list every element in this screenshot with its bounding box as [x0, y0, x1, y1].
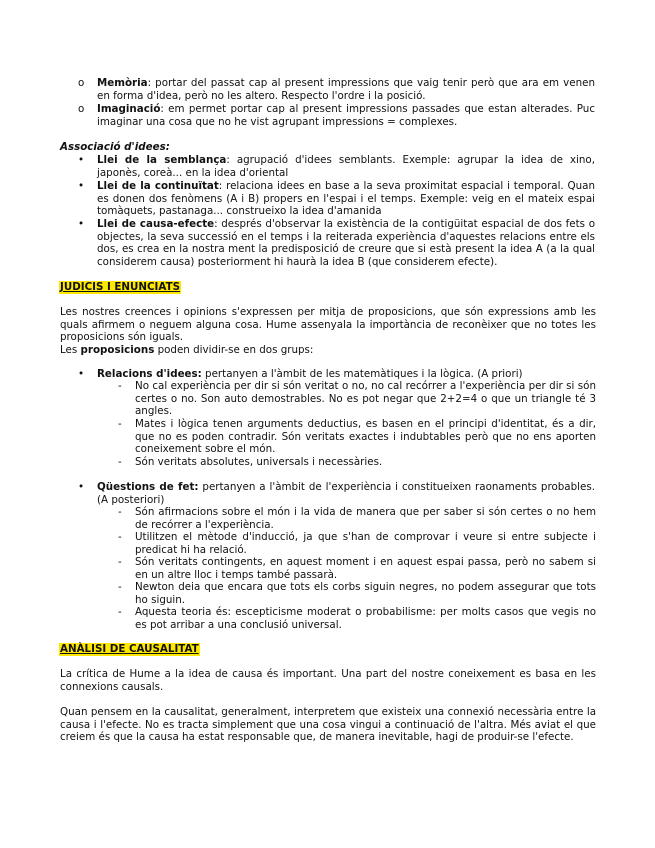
- list-item-memoria: [97, 77, 595, 102]
- term: Qüestions de fet:: [97, 481, 199, 493]
- sub-item: Aquesta teoria és: escepticisme moderat o probabilisme: per molts casos que vegis no es pot arribar a una conclusió universal.: [135, 606, 596, 631]
- definition: pertanyen a l'àmbit de l'experiència i constitueixen raonaments probables. (A posteriori): [97, 481, 595, 506]
- dash-marker: -: [118, 380, 122, 392]
- dash-marker: -: [118, 556, 122, 568]
- term: Imaginació: [97, 103, 161, 115]
- bullet-icon: •: [78, 368, 85, 380]
- bullet-icon: •: [78, 154, 85, 166]
- sub-item: Són afirmacions sobre el món i la vida de manera que per saber si són certes o no hem de recórrer a l'experiència.: [135, 506, 596, 531]
- dash-marker: -: [118, 606, 122, 618]
- text-run: Les: [60, 344, 81, 356]
- judicis-intro: Les nostres creences i opinions s'expressen per mitja de proposicions, que són expressions amb les quals afirmem o neguem alguna cosa. Hume assenyala la importància de reconèixer que no totes les proposicions són iguals.: [60, 306, 596, 343]
- dash-marker: -: [118, 531, 122, 543]
- list-item-causa-efecte: [97, 218, 595, 268]
- sub-item: Són veritats absolutes, universals i necessàries.: [135, 456, 383, 468]
- causalitat-paragraph-2: Quan pensem en la causalitat, generalment, interpretem que existeix una connexió necessària entre la causa i l'efecte. No es tracta simplement que una cosa vingui a continuació de l'altra. Més aviat el que creiem és que la causa ha estat responsable que, de manera inevitable, hagi de produir-se l'efecte.: [60, 706, 596, 743]
- section-subheading: Associació d'idees:: [60, 141, 170, 153]
- sub-item: Newton deia que encara que tots els corbs siguin negres, no podem assegurar que tots ho siguin.: [135, 581, 596, 606]
- judicis-groups-intro: [60, 344, 596, 357]
- bullet-icon: •: [78, 218, 85, 230]
- dash-marker: -: [118, 581, 122, 593]
- definition: : em permet portar cap al present impressions passades que estan alterades. Puc imaginar una cosa que no he vist agrupant impressions = complexes.: [97, 103, 595, 128]
- definition: pertanyen a l'àmbit de les matemàtiques i la lògica. (A priori): [201, 368, 523, 380]
- dash-marker: -: [118, 456, 122, 468]
- definition: : després d'observar la existència de la contigüitat espacial de dos fets o objectes, la seva successió en el temps i la reiterada experiència d'aquestes relacions entre els dos, es crea en la nostra ment la predisposició de creure que si està present la idea A (a la qual considerem causa) posteriorment hi haurà la idea B (que considerem efecte).: [97, 218, 595, 268]
- definition: : portar del passat cap al present impressions que vaig tenir però que ara em venen en forma d'idea, però no les altero. Respecto l'ordre i la posició.: [97, 77, 595, 102]
- sub-item: Són veritats contingents, en aquest moment i en aquest espai passa, però no sabem si en un altre lloc i temps també passarà.: [135, 556, 596, 581]
- term: Memòria: [97, 77, 148, 89]
- causalitat-paragraph-1: La crítica de Hume a la idea de causa és important. Una part del nostre coneixement es basa en les connexions causals.: [60, 668, 596, 693]
- term: Llei de causa-efecte: [97, 218, 215, 230]
- list-bullet: o: [78, 77, 85, 89]
- definition: : relaciona idees en base a la seva proximitat espacial i temporal. Quan es donen dos fenòmens (A i B) propers en l'espai i el temps. Exemple: veig en el mateix espai tomàquets, pastanaga... construeixo la idea d'amanida: [97, 180, 595, 217]
- sub-item: Mates i lògica tenen arguments deductius, es basen en el principi d'identitat, és a dir, que no es poden contradir. Són veritats exactes i indubtables però que no ens aporten coneixement sobre el món.: [135, 418, 596, 455]
- list-item-imaginacio: [97, 103, 595, 128]
- bullet-icon: •: [78, 481, 85, 493]
- text-run-bold: proposicions: [80, 344, 155, 356]
- dash-marker: -: [118, 506, 122, 518]
- sub-item: No cal experiència per dir si són veritat o no, no cal recórrer a l'experiència per dir si són certes o no. Son auto demostrables. No es pot negar que 2+2=4 o que un triangle té 3 angles.: [135, 380, 596, 417]
- list-item-semblanca: [97, 154, 595, 179]
- section-heading-judicis: JUDICIS I ENUNCIATS: [60, 281, 181, 293]
- group-questions-fet: [97, 481, 595, 506]
- dash-marker: -: [118, 418, 122, 430]
- group-relacions-idees: [97, 368, 595, 381]
- definition: : agrupació d'idees semblants. Exemple: agrupar la idea de xino, japonès, coreà... en la idea d'oriental: [97, 154, 595, 179]
- bullet-icon: •: [78, 180, 85, 192]
- section-heading-causalitat: ANÀLISI DE CAUSALITAT: [60, 643, 199, 655]
- term: Llei de la continuïtat: [97, 180, 219, 192]
- sub-item: Utilitzen el mètode d'inducció, ja que s'han de comprovar i veure si entre subjecte i predicat hi ha relació.: [135, 531, 596, 556]
- list-bullet: o: [78, 103, 85, 115]
- text-run: poden dividir-se en dos grups:: [154, 344, 314, 356]
- term: Llei de la semblança: [97, 154, 227, 166]
- term: Relacions d'idees:: [97, 368, 202, 380]
- list-item-continuitat: [97, 180, 595, 218]
